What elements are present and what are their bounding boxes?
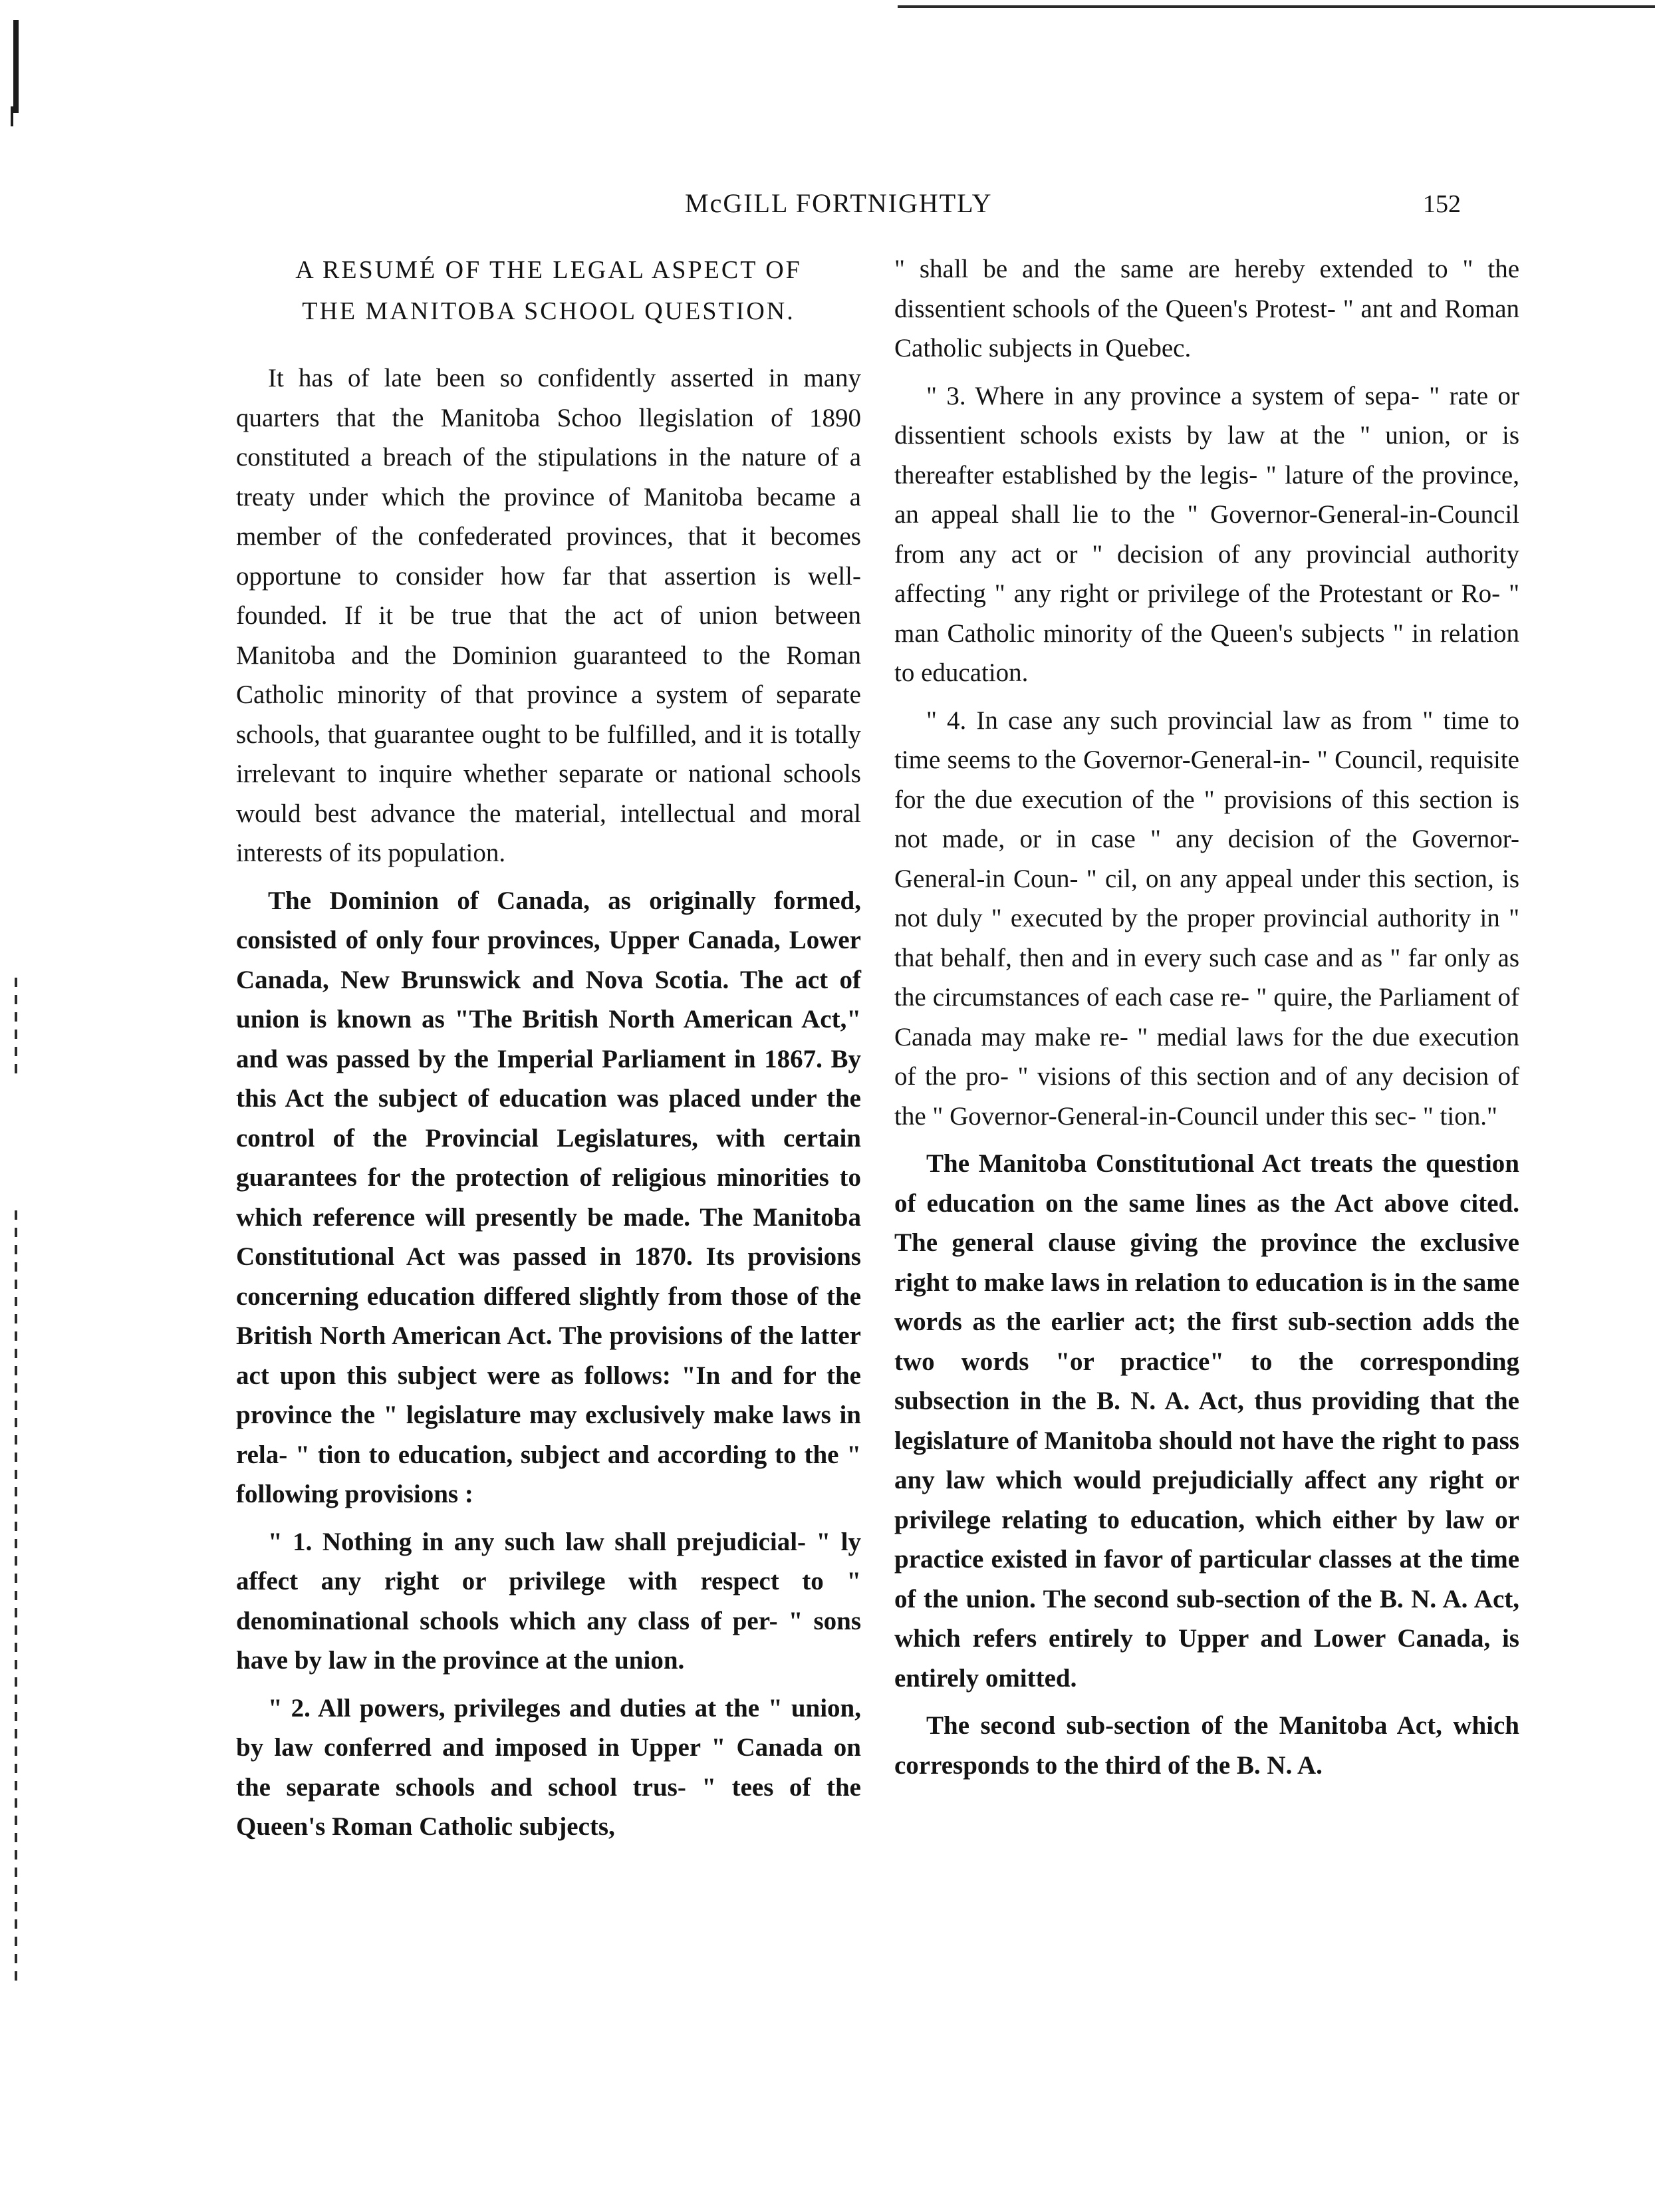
paragraph-intro: It has of late been so confidently asserted in many quarters that the Manitoba Schoo llegislation of 1890 constituted a breach of the stipulations in the nature of a treaty under which the province of Manitoba became a member of the confederated provinces, that it becomes opportune to consider how far that assertion is well-founded. If it be true that the act of union between Manitoba and the Dominion guaranteed to the Roman Catholic minority of that province a system of separate schools, that guarantee ought to be fulfilled, and it is totally irrelevant to inquire whether separate or national schools would best advance the material, intellectual and moral interests of its population.	[236, 364, 861, 867]
scan-edge-mark	[11, 106, 13, 126]
paragraph-provision-1: " 1. Nothing in any such law shall prejudicial- " ly affect any right or privilege with respect to " denominational schools which any class of per- " sons have by law in the province at the union.	[236, 1527, 861, 1675]
scan-dotted-edge	[15, 978, 17, 1077]
left-column	[236, 249, 861, 1855]
paragraph-manitoba-act: The Manitoba Constitutional Act treats the question of education on the same lines as the Act above cited. The general clause giving the province the exclusive right to make laws in relation to education is in the same words as the earlier act; the first sub-section adds the two words "or practice" to the corresponding subsection in the B. N. A. Act, thus providing that the legislature of Manitoba should not have the right to pass any law which would prejudicially affect any right or privilege relating to education, which either by law or practice existed in favor of particular classes at the time of the union. The second sub-section of the B. N. A. Act, which refers entirely to Upper and Lower Canada, is entirely omitted.	[894, 1149, 1519, 1693]
scan-edge-mark	[13, 20, 19, 113]
paragraph-provision-2-continued: " shall be and the same are hereby extended to " the dissentient schools of the Queen's Protest- " ant and Roman Catholic subjects in Quebec.	[894, 255, 1519, 362]
article-title-line-2: THE MANITOBA SCHOOL QUESTION.	[302, 297, 795, 325]
paragraph-provision-3: " 3. Where in any province a system of sepa- " rate or dissentient schools exists by law at the " union, or is thereafter established by the legis- " lature of the province, an appeal shall lie to the " Governor-General-in-Council from any act or " decision of any provincial authority affecting " any right or privilege of the Protestant or Ro- " man Catholic minority of the Queen's subjects " in relation to education.	[894, 381, 1519, 687]
right-column	[894, 249, 1519, 1793]
paragraph-provision-2: " 2. All powers, privileges and duties at the " union, by law conferred and imposed in Upper " Canada on the separate schools and school trus- " tees of the Queen's Roman Catholic subjects,	[236, 1693, 861, 1841]
scan-top-rule	[898, 5, 1655, 8]
running-head: McGILL FORTNIGHTLY	[685, 188, 993, 218]
paragraph-dominion: The Dominion of Canada, as originally formed, consisted of only four provinces, Upper Canada, Lower Canada, New Brunswick and Nova Scotia. The act of union is known as "The British North American Act," and was passed by the Imperial Parliament in 1867. By this Act the subject of education was placed under the control of the Provincial Legislatures, with certain guarantees for the protection of religious minorities to which reference will presently be made. The Manitoba Constitutional Act was passed in 1870. Its provisions concerning education differed slightly from those of the British North American Act. The provisions of the latter act upon this subject were as follows: "In and for the province the " legislature may exclusively make laws in rela- " tion to education, subject and according to the " following provisions :	[236, 886, 861, 1508]
article-title	[236, 249, 861, 332]
page-number: 152	[1423, 190, 1461, 218]
article-title-line-1: A RESUMÉ OF THE LEGAL ASPECT OF	[295, 256, 802, 284]
paragraph-provision-4: " 4. In case any such provincial law as from " time to time seems to the Governor-General-in- " Council, requisite for the due execution of the " provisions of this section is not made, or in case " any decision of the Governor-General-in Coun- " cil, on any appeal under this section, is not duly " executed by the proper provincial authority in " that behalf, then and in every such case and as " far only as the circumstances of each case re- " quire, the Parliament of Canada may make re- " medial laws for the due execution of the pro- " visions of this section and of any decision of the " Governor-General-in-Council under this sec- " tion."	[894, 706, 1519, 1131]
scan-dotted-edge	[15, 1210, 17, 1982]
paragraph-second-subsection: The second sub-section of the Manitoba Act, which corresponds to the third of the B. N. A.	[894, 1711, 1519, 1780]
